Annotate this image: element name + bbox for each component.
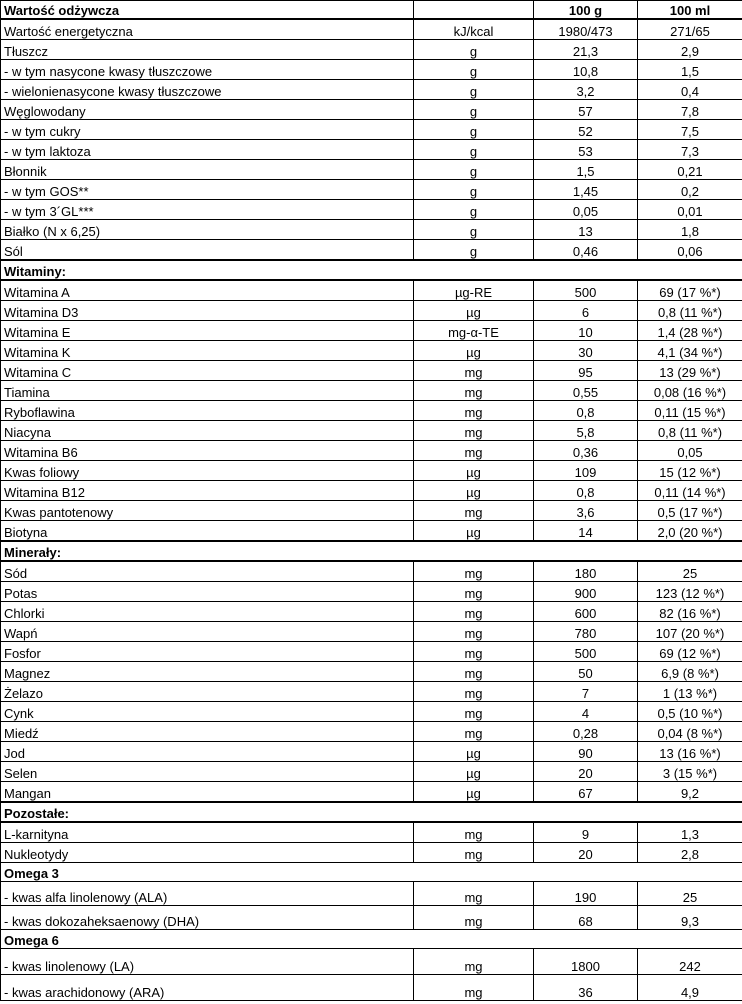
table-row [1, 381, 742, 401]
section-title: Minerały: [1, 541, 742, 561]
value-per-100ml: 1,4 (28 %*) [638, 321, 742, 341]
nutrient-unit: µg [414, 762, 534, 782]
nutrient-name: Potas [1, 582, 414, 602]
nutrient-unit: mg [414, 602, 534, 622]
nutrient-name: L-karnityna [1, 822, 414, 843]
value-per-100ml: 0,05 [638, 441, 742, 461]
section-header-row [1, 541, 742, 561]
nutrient-unit: g [414, 100, 534, 120]
value-per-100ml: 9,2 [638, 782, 742, 803]
value-per-100g: 0,46 [534, 240, 638, 261]
value-per-100ml: 13 (16 %*) [638, 742, 742, 762]
nutrient-name: Witamina D3 [1, 301, 414, 321]
nutrient-name: - w tym nasycone kwasy tłuszczowe [1, 60, 414, 80]
value-per-100ml: 107 (20 %*) [638, 622, 742, 642]
table-row [1, 622, 742, 642]
table-row [1, 220, 742, 240]
nutrient-unit: µg [414, 521, 534, 542]
value-per-100g: 3,6 [534, 501, 638, 521]
nutrient-name: Mangan [1, 782, 414, 803]
nutrient-name: Witamina C [1, 361, 414, 381]
per-100g-column-header: 100 g [534, 1, 638, 20]
value-per-100g: 10 [534, 321, 638, 341]
nutrient-name: Fosfor [1, 642, 414, 662]
table-row [1, 822, 742, 843]
table-row [1, 441, 742, 461]
table-row [1, 421, 742, 441]
table-row [1, 949, 742, 975]
section-header-row [1, 863, 742, 882]
value-per-100g: 53 [534, 140, 638, 160]
section-title: Witaminy: [1, 260, 742, 280]
value-per-100g: 500 [534, 280, 638, 301]
nutrient-unit: mg [414, 582, 534, 602]
value-per-100ml: 2,0 (20 %*) [638, 521, 742, 542]
nutrient-unit: µg [414, 341, 534, 361]
nutrient-name: Magnez [1, 662, 414, 682]
nutrient-name: - w tym laktoza [1, 140, 414, 160]
value-per-100g: 0,8 [534, 481, 638, 501]
nutrient-name: Sód [1, 561, 414, 582]
nutrient-unit: µg [414, 782, 534, 803]
table-row [1, 140, 742, 160]
nutrient-unit: mg [414, 501, 534, 521]
nutrient-name: Węglowodany [1, 100, 414, 120]
value-per-100g: 500 [534, 642, 638, 662]
nutrient-name: - w tym GOS** [1, 180, 414, 200]
nutrient-name: - kwas alfa linolenowy (ALA) [1, 882, 414, 906]
value-per-100ml: 0,8 (11 %*) [638, 421, 742, 441]
value-per-100ml: 25 [638, 882, 742, 906]
table-row [1, 341, 742, 361]
value-per-100g: 10,8 [534, 60, 638, 80]
value-per-100g: 6 [534, 301, 638, 321]
value-per-100ml: 1 (13 %*) [638, 682, 742, 702]
value-per-100ml: 0,04 (8 %*) [638, 722, 742, 742]
nutrient-unit: mg [414, 702, 534, 722]
nutrient-unit: µg [414, 461, 534, 481]
nutrient-name: - kwas dokozaheksaenowy (DHA) [1, 906, 414, 930]
table-row [1, 561, 742, 582]
value-per-100ml: 0,11 (14 %*) [638, 481, 742, 501]
nutrient-unit: g [414, 220, 534, 240]
table-title: Wartość odżywcza [1, 1, 414, 20]
table-row [1, 100, 742, 120]
table-row [1, 481, 742, 501]
nutrient-unit: kJ/kcal [414, 19, 534, 40]
value-per-100g: 13 [534, 220, 638, 240]
nutrient-unit: g [414, 120, 534, 140]
unit-column-header [414, 1, 534, 20]
value-per-100g: 0,28 [534, 722, 638, 742]
table-row [1, 662, 742, 682]
table-row [1, 180, 742, 200]
value-per-100g: 21,3 [534, 40, 638, 60]
nutrient-name: Witamina A [1, 280, 414, 301]
nutrient-name: Niacyna [1, 421, 414, 441]
value-per-100ml: 9,3 [638, 906, 742, 930]
value-per-100g: 4 [534, 702, 638, 722]
nutrient-name: Witamina B12 [1, 481, 414, 501]
value-per-100g: 109 [534, 461, 638, 481]
value-per-100ml: 4,1 (34 %*) [638, 341, 742, 361]
table-row [1, 280, 742, 301]
nutrient-name: Selen [1, 762, 414, 782]
value-per-100ml: 123 (12 %*) [638, 582, 742, 602]
nutrient-unit: g [414, 140, 534, 160]
table-row [1, 843, 742, 863]
value-per-100ml: 7,3 [638, 140, 742, 160]
nutrient-name: - kwas linolenowy (LA) [1, 949, 414, 975]
value-per-100ml: 69 (17 %*) [638, 280, 742, 301]
table-row [1, 682, 742, 702]
nutrient-name: Tłuszcz [1, 40, 414, 60]
nutrient-name: Wapń [1, 622, 414, 642]
per-100ml-column-header: 100 ml [638, 1, 742, 20]
value-per-100ml: 82 (16 %*) [638, 602, 742, 622]
table-row [1, 401, 742, 421]
table-row [1, 160, 742, 180]
value-per-100g: 780 [534, 622, 638, 642]
nutrient-name: Witamina B6 [1, 441, 414, 461]
value-per-100ml: 15 (12 %*) [638, 461, 742, 481]
value-per-100ml: 0,01 [638, 200, 742, 220]
value-per-100g: 0,05 [534, 200, 638, 220]
value-per-100g: 36 [534, 975, 638, 1001]
nutrient-unit: µg [414, 301, 534, 321]
value-per-100ml: 0,11 (15 %*) [638, 401, 742, 421]
nutrient-name: Kwas pantotenowy [1, 501, 414, 521]
nutrition-table-body [1, 1, 742, 1001]
table-row [1, 240, 742, 261]
nutrient-name: Jod [1, 742, 414, 762]
value-per-100g: 5,8 [534, 421, 638, 441]
nutrient-unit: mg [414, 822, 534, 843]
value-per-100ml: 2,9 [638, 40, 742, 60]
nutrient-name: - wielonienasycone kwasy tłuszczowe [1, 80, 414, 100]
nutrient-name: - w tym 3´GL*** [1, 200, 414, 220]
value-per-100ml: 0,08 (16 %*) [638, 381, 742, 401]
nutrient-unit: g [414, 60, 534, 80]
value-per-100g: 0,36 [534, 441, 638, 461]
nutrient-unit: mg [414, 561, 534, 582]
value-per-100ml: 2,8 [638, 843, 742, 863]
nutrient-unit: mg [414, 441, 534, 461]
table-row [1, 722, 742, 742]
nutrient-name: Witamina E [1, 321, 414, 341]
nutrient-unit: mg [414, 642, 534, 662]
nutrient-unit: mg [414, 906, 534, 930]
value-per-100ml: 3 (15 %*) [638, 762, 742, 782]
nutrient-unit: µg [414, 742, 534, 762]
nutrient-unit: mg [414, 882, 534, 906]
value-per-100ml: 6,9 (8 %*) [638, 662, 742, 682]
value-per-100ml: 0,21 [638, 160, 742, 180]
nutrient-name: Biotyna [1, 521, 414, 542]
value-per-100g: 1,5 [534, 160, 638, 180]
nutrient-unit: g [414, 240, 534, 261]
value-per-100g: 20 [534, 762, 638, 782]
nutrient-name: Chlorki [1, 602, 414, 622]
value-per-100ml: 69 (12 %*) [638, 642, 742, 662]
table-row [1, 582, 742, 602]
table-row [1, 60, 742, 80]
value-per-100g: 0,8 [534, 401, 638, 421]
nutrient-unit: mg [414, 381, 534, 401]
value-per-100ml: 0,4 [638, 80, 742, 100]
nutrient-name: Białko (N x 6,25) [1, 220, 414, 240]
table-row [1, 882, 742, 906]
table-row [1, 501, 742, 521]
section-title: Omega 6 [1, 930, 742, 949]
value-per-100g: 190 [534, 882, 638, 906]
section-header-row [1, 802, 742, 822]
table-row [1, 321, 742, 341]
nutrient-unit: mg [414, 361, 534, 381]
value-per-100ml: 1,3 [638, 822, 742, 843]
value-per-100ml: 0,2 [638, 180, 742, 200]
value-per-100ml: 13 (29 %*) [638, 361, 742, 381]
nutrient-name: Tiamina [1, 381, 414, 401]
value-per-100g: 20 [534, 843, 638, 863]
value-per-100ml: 1,8 [638, 220, 742, 240]
value-per-100g: 1800 [534, 949, 638, 975]
nutrient-name: Sól [1, 240, 414, 261]
nutrient-unit: g [414, 160, 534, 180]
value-per-100g: 50 [534, 662, 638, 682]
nutrient-name: Cynk [1, 702, 414, 722]
section-header-row [1, 930, 742, 949]
nutrient-unit: µg-RE [414, 280, 534, 301]
nutrient-name: Nukleotydy [1, 843, 414, 863]
nutrient-name: Błonnik [1, 160, 414, 180]
table-row [1, 906, 742, 930]
section-title: Pozostałe: [1, 802, 742, 822]
table-row [1, 602, 742, 622]
nutrient-unit: mg [414, 622, 534, 642]
nutrient-unit: mg [414, 722, 534, 742]
nutrient-name: - w tym cukry [1, 120, 414, 140]
value-per-100ml: 242 [638, 949, 742, 975]
table-row [1, 361, 742, 381]
value-per-100g: 180 [534, 561, 638, 582]
value-per-100ml: 4,9 [638, 975, 742, 1001]
value-per-100g: 1980/473 [534, 19, 638, 40]
value-per-100g: 30 [534, 341, 638, 361]
nutrient-unit: g [414, 40, 534, 60]
value-per-100ml: 7,8 [638, 100, 742, 120]
table-row [1, 40, 742, 60]
value-per-100g: 3,2 [534, 80, 638, 100]
table-row [1, 120, 742, 140]
table-row [1, 782, 742, 803]
table-row [1, 975, 742, 1001]
value-per-100g: 57 [534, 100, 638, 120]
nutrient-unit: mg [414, 949, 534, 975]
value-per-100g: 1,45 [534, 180, 638, 200]
value-per-100g: 52 [534, 120, 638, 140]
table-row [1, 742, 742, 762]
value-per-100ml: 0,5 (10 %*) [638, 702, 742, 722]
nutrient-name: Witamina K [1, 341, 414, 361]
table-row [1, 80, 742, 100]
value-per-100g: 67 [534, 782, 638, 803]
nutrient-unit: mg-α-TE [414, 321, 534, 341]
nutrient-unit: g [414, 180, 534, 200]
value-per-100g: 600 [534, 602, 638, 622]
nutrient-unit: mg [414, 421, 534, 441]
section-header-row [1, 260, 742, 280]
value-per-100ml: 1,5 [638, 60, 742, 80]
value-per-100ml: 271/65 [638, 19, 742, 40]
nutrient-unit: µg [414, 481, 534, 501]
value-per-100ml: 25 [638, 561, 742, 582]
nutrient-name: Kwas foliowy [1, 461, 414, 481]
nutrient-unit: mg [414, 843, 534, 863]
table-header-row [1, 1, 742, 20]
value-per-100g: 7 [534, 682, 638, 702]
value-per-100g: 14 [534, 521, 638, 542]
nutrient-unit: mg [414, 662, 534, 682]
table-row [1, 301, 742, 321]
nutrient-name: Wartość energetyczna [1, 19, 414, 40]
value-per-100ml: 0,8 (11 %*) [638, 301, 742, 321]
value-per-100ml: 7,5 [638, 120, 742, 140]
nutrient-unit: mg [414, 401, 534, 421]
value-per-100g: 0,55 [534, 381, 638, 401]
table-row [1, 642, 742, 662]
value-per-100g: 9 [534, 822, 638, 843]
nutrient-name: Miedź [1, 722, 414, 742]
value-per-100g: 900 [534, 582, 638, 602]
nutrient-unit: g [414, 200, 534, 220]
value-per-100g: 95 [534, 361, 638, 381]
value-per-100g: 68 [534, 906, 638, 930]
table-row [1, 521, 742, 542]
table-row [1, 19, 742, 40]
nutrient-unit: mg [414, 682, 534, 702]
nutrient-name: Ryboflawina [1, 401, 414, 421]
nutrient-unit: g [414, 80, 534, 100]
section-title: Omega 3 [1, 863, 742, 882]
table-row [1, 702, 742, 722]
table-row [1, 200, 742, 220]
nutrient-unit: mg [414, 975, 534, 1001]
value-per-100ml: 0,06 [638, 240, 742, 261]
table-row [1, 461, 742, 481]
nutrient-name: - kwas arachidonowy (ARA) [1, 975, 414, 1001]
nutrient-name: Żelazo [1, 682, 414, 702]
value-per-100g: 90 [534, 742, 638, 762]
value-per-100ml: 0,5 (17 %*) [638, 501, 742, 521]
table-row [1, 762, 742, 782]
